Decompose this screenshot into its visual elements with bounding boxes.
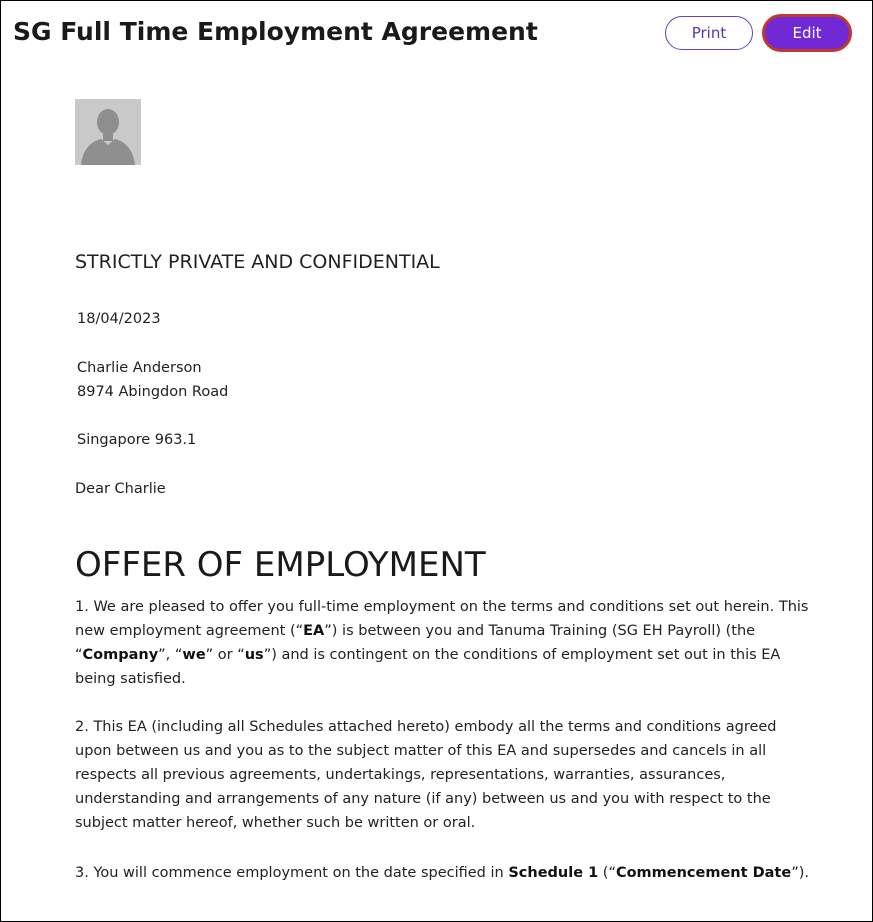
- avatar-placeholder-icon: [75, 99, 141, 165]
- paragraph-3: 3. You will commence employment on the date specified in Schedule 1 (“Commencement Date”).: [75, 865, 809, 881]
- letter-date: 18/04/2023: [77, 311, 161, 327]
- recipient-address-line2: Singapore 963.1: [77, 432, 197, 448]
- offer-heading: OFFER OF EMPLOYMENT: [75, 545, 486, 585]
- paragraph-1: 1. We are pleased to offer you full-time employment on the terms and conditions set out herein. This new employment agreement (“EA”) is between you and Tanuma Training (SG EH Payroll) (the “Company”, “we” or “us”) and is contingent on the conditions of employment set out in this EA being satisfied.: [75, 599, 809, 687]
- recipient-name: Charlie Anderson: [77, 360, 202, 376]
- print-button[interactable]: Print: [665, 16, 753, 50]
- recipient-address-line1: 8974 Abingdon Road: [77, 384, 229, 400]
- paragraph-2: 2. This EA (including all Schedules attached hereto) embody all the terms and conditions agreed upon between us and you as to the subject matter of this EA and supersedes and cancels in all respects all previous agreements, undertakings, representations, warranties, assurances, understanding and arrangements of any nature (if any) between us and you with respect to the subject matter hereof, whether such be written or oral.: [75, 719, 777, 831]
- confidential-label: STRICTLY PRIVATE AND CONFIDENTIAL: [75, 251, 440, 273]
- salutation: Dear Charlie: [75, 481, 166, 497]
- edit-button[interactable]: Edit: [762, 14, 852, 52]
- page-title: SG Full Time Employment Agreement: [13, 17, 538, 46]
